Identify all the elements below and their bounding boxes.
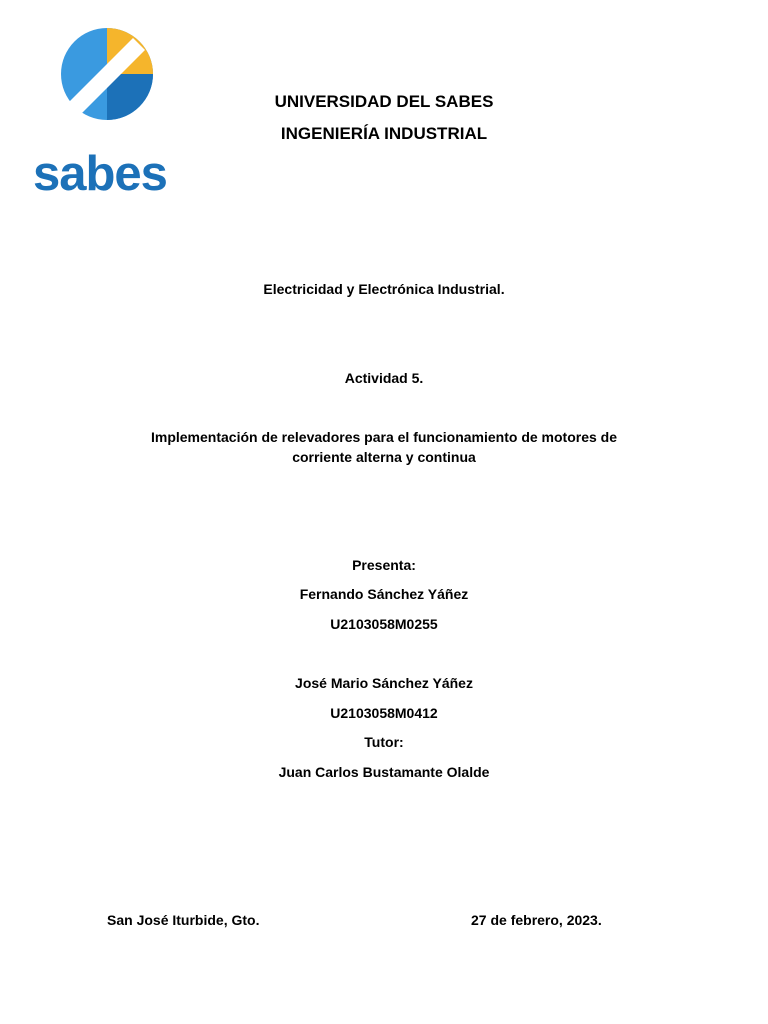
tutor-label: Tutor: [364,734,404,750]
student-name: Fernando Sánchez Yáñez [299,586,469,602]
presenters-label: Presenta: [352,557,416,573]
footer-place: San José Iturbide, Gto. [107,912,260,928]
program-title: INGENIERÍA INDUSTRIAL [280,124,488,143]
student-name: José Mario Sánchez Yáñez [295,675,473,691]
tutor-name: Juan Carlos Bustamante Olalde [278,764,490,780]
course-title: Electricidad y Electrónica Industrial. [263,281,505,297]
topic-line-2: corriente alterna y continua [292,449,476,465]
logo-wordmark: sabes [33,147,167,201]
activity-title: Actividad 5. [344,370,424,386]
topic-line-1: Implementación de relevadores para el funcionamiento de motores de [150,429,618,445]
university-title: UNIVERSIDAD DEL SABES [274,92,494,111]
student-id: U2103058M0255 [330,616,438,632]
footer-date: 27 de febrero, 2023. [471,912,602,928]
student-id: U2103058M0412 [330,705,438,721]
